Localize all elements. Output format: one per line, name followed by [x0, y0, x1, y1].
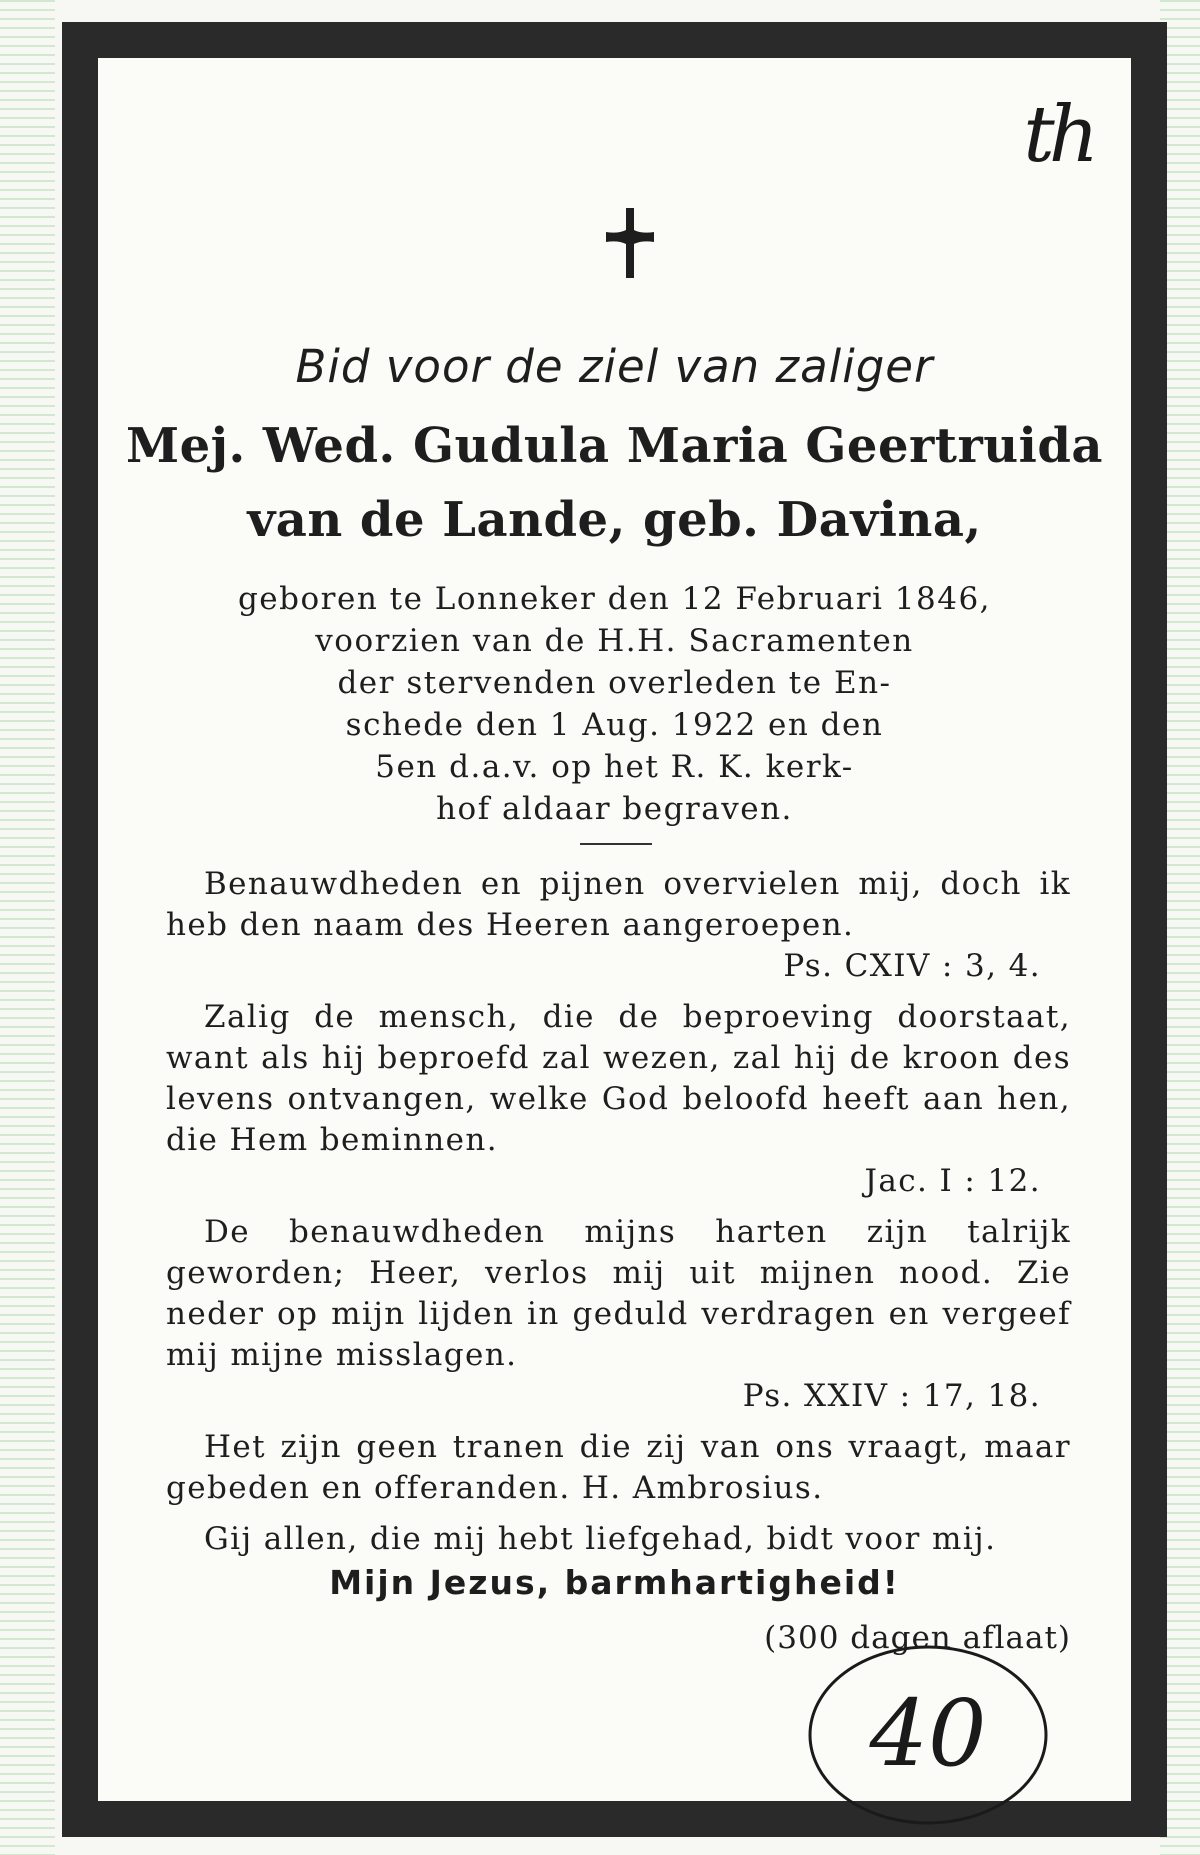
deceased-name-line-2: van de Lande, geb. Davina,	[247, 492, 982, 548]
verse-text: De benauwdheden mijns harten zijn talrijk geworden; Heer, verlos mij uit mijnen nood. Zie neder op mijn lijden in geduld verdragen en vergeef mij mijne misslagen.	[166, 1214, 1071, 1373]
handwritten-number: 40	[869, 1680, 987, 1787]
verse-text: Zalig de mensch, die de beproeving doorstaat, want als hij beproefd zal wezen, zal hij de kroon des levens ontvangen, welke God beloofd heeft aan hen, die Hem beminnen.	[166, 999, 1071, 1158]
verse-text: Gij allen, die mij hebt liefgehad, bidt voor mij.	[204, 1521, 997, 1557]
bio-line: schede den 1 Aug. 1922 en den	[345, 707, 884, 743]
verse-text: Benauwdheden en pijnen overvielen mij, doch ik heb den naam des Heeren aangeroepen.	[166, 866, 1071, 943]
biography	[158, 578, 1071, 830]
bio-line: voorzien van de H.H. Sacramenten	[315, 623, 914, 659]
cross-icon	[606, 208, 654, 278]
divider	[580, 843, 652, 845]
bio-line: geboren te Lonneker den 12 Februari 1846,	[237, 581, 992, 617]
handwritten-number-circle	[798, 1630, 1058, 1830]
bio-line: hof aldaar begraven.	[436, 791, 793, 827]
memorial-card	[62, 22, 1167, 1837]
scan-artifact-left	[0, 0, 55, 1855]
verse-text: Het zijn geen tranen die zij van ons vraagt, maar gebeden en offeranden. H. Ambrosius.	[166, 1429, 1071, 1506]
bio-line: der stervenden overleden te En-	[337, 665, 892, 701]
handwritten-mark: th	[1023, 90, 1093, 180]
closing-invocation: Mijn Jezus, barmhartigheid!	[329, 1563, 900, 1602]
verse-reference: Ps. XXIV : 17, 18.	[742, 1378, 1041, 1414]
indulgence-note: (300 dagen aflaat)	[764, 1620, 1071, 1656]
prayer-heading: Bid voor de ziel van zaliger	[295, 340, 934, 393]
bio-line: 5en d.a.v. op het R. K. kerk-	[375, 749, 854, 785]
verses	[166, 864, 1071, 1560]
deceased-name-line-1: Mej. Wed. Gudula Maria Geertruida	[125, 418, 1104, 474]
verse-reference: Jac. I : 12.	[864, 1163, 1041, 1199]
card-body	[98, 58, 1131, 1801]
verse-reference: Ps. CXIV : 3, 4.	[783, 948, 1041, 984]
